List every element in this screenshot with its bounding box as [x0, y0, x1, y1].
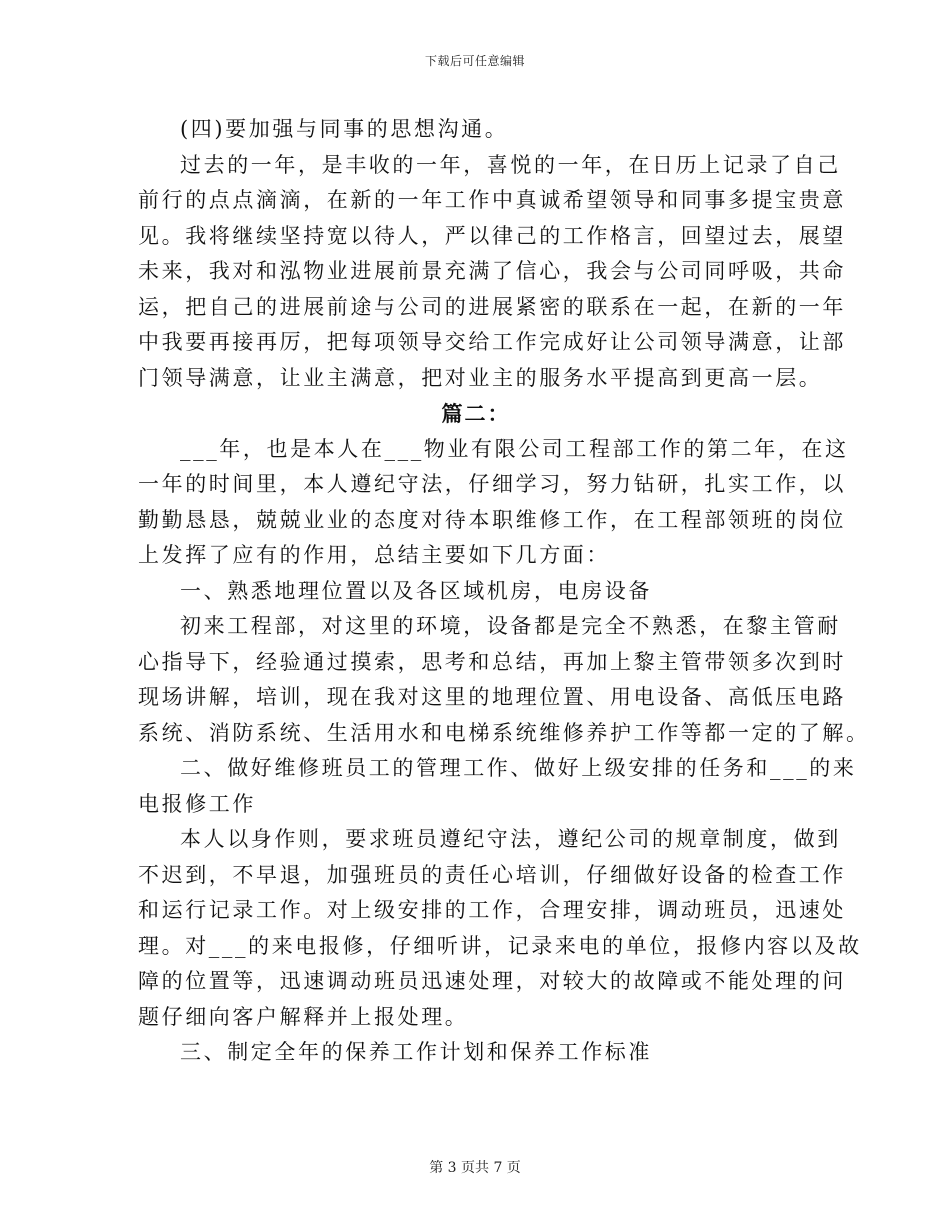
text-line: 未来，我对和泓物业进展前景充满了信心，我会与公司同呼吸，共命 — [138, 259, 846, 283]
paragraph-3 — [138, 432, 849, 574]
section-heading: 篇二： — [441, 401, 511, 426]
paragraph-6 — [138, 751, 857, 822]
text-line: 勤勤恳恳，兢兢业业的态度对待本职维修工作，在工程部领班的岗位 — [138, 507, 846, 532]
text-line: 前行的点点滴滴，在新的一年工作中真诚希望领导和同事多提宝贵意 — [138, 188, 846, 212]
text-line: 见。我将继续坚持宽以待人，严以律己的工作格言，回望过去，展望 — [138, 223, 846, 248]
text-line: 过去的一年，是丰收的一年，喜悦的一年，在日历上记录了自己 — [180, 152, 841, 177]
paragraph-7 — [138, 822, 862, 1035]
text-line: 心指导下，经验通过摸索，思考和总结，再加上黎主管带领多次到时 — [138, 649, 846, 674]
text-line: 理。对___的来电报修，仔细听讲，记录来电的单位，报修内容以及故 — [138, 933, 862, 958]
text-line: 运，把自己的进展前途与公司的进展紧密的联系在一起，在新的一年 — [138, 294, 846, 319]
text-line: 题仔细向客户解释并上报处理。 — [138, 1004, 469, 1029]
paragraph-5 — [138, 609, 870, 751]
text-line: 和运行记录工作。对上级安排的工作，合理安排，调动班员，迅速处 — [138, 898, 846, 922]
text-line: ___年，也是本人在___物业有限公司工程部工作的第二年，在这 — [180, 436, 849, 461]
text-line: 本人以身作则，要求班员遵纪守法，遵纪公司的规章制度，做到 — [180, 827, 841, 851]
text-line: 系统、消防系统、生活用水和电梯系统维修养护工作等都一定的了解。 — [138, 720, 870, 745]
page-footer: 第 3 页共 7 页 — [429, 1160, 521, 1176]
paragraph-1 — [138, 112, 814, 148]
text-line: 一年的时间里，本人遵纪守法，仔细学习，努力钻研，扎实工作，以 — [138, 472, 846, 496]
paragraph-4 — [138, 574, 814, 610]
text-line: 电报修工作 — [138, 791, 256, 816]
text-line: 二、做好维修班员工的管理工作、做好上级安排的任务和___的来 — [180, 756, 857, 780]
document-body — [138, 112, 870, 1071]
paragraph-2 — [138, 148, 846, 397]
text-line: 门领导满意，让业主满意，把对业主的服务水平提高到更高一层。 — [138, 365, 823, 390]
text-line: (四)要加强与同事的思想沟通。 — [180, 117, 509, 141]
text-line: 不迟到，不早退，加强班员的责任心培训，仔细做好设备的检查工作 — [138, 862, 846, 887]
text-line: 现场讲解，培训，现在我对这里的地理位置、用电设备、高低压电路 — [138, 685, 846, 709]
text-line: 中我要再接再厉，把每项领导交给工作完成好让公司领导满意，让部 — [138, 330, 846, 354]
text-line: 一、熟悉地理位置以及各区域机房，电房设备 — [180, 578, 652, 603]
text-line: 上发挥了应有的作用，总结主要如下几方面： — [138, 543, 610, 567]
text-line: 三、制定全年的保养工作计划和保养工作标准 — [180, 1040, 652, 1064]
text-line: 障的位置等，迅速调动班员迅速处理，对较大的故障或不能处理的问 — [138, 969, 846, 993]
paragraph-8 — [138, 1035, 814, 1071]
text-line: 初来工程部，对这里的环境，设备都是完全不熟悉，在黎主管耐 — [180, 614, 841, 638]
page-header: 下载后可任意编辑 — [424, 54, 525, 68]
